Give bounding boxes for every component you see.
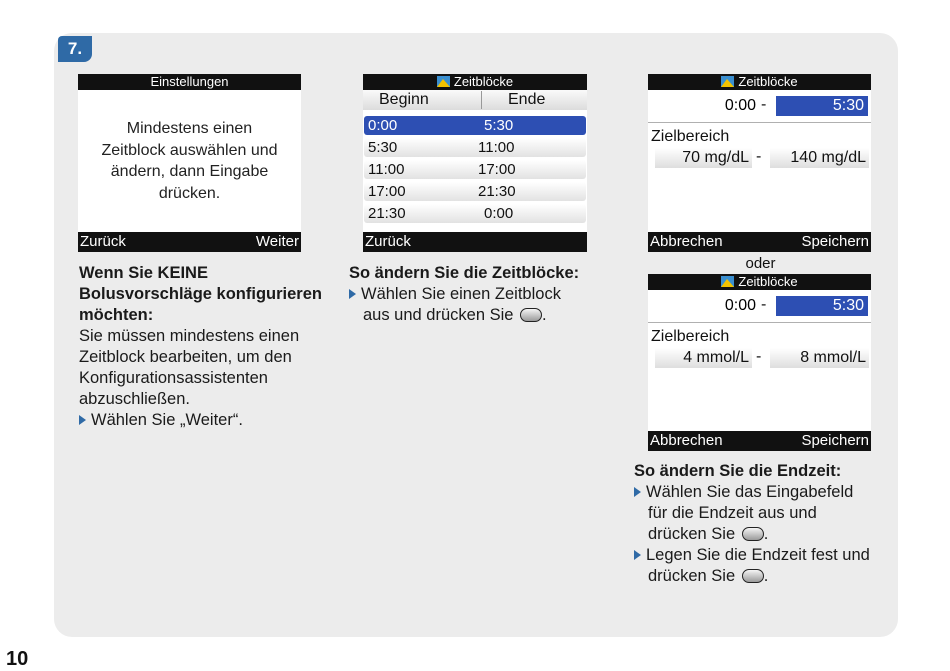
bullet-item [79, 410, 329, 431]
back-softkey[interactable]: Zurück [80, 233, 126, 250]
right-instructions [634, 461, 894, 587]
bullet-text: Wählen Sie das Eingabefeld [646, 483, 854, 501]
softkey-bar [363, 232, 587, 252]
step-badge: 7. [58, 36, 92, 62]
bullet-text: für die Endzeit aus und [648, 504, 817, 522]
time-block-edit-screen-mmol [648, 274, 871, 451]
row-end: 0:00 [484, 205, 514, 222]
target-range-label: Zielbereich [651, 328, 730, 345]
bullet-item: Wählen Sie das Eingabefeld für die Endzeit aus und drücken Sie . [634, 482, 894, 545]
target-high-field[interactable]: 140 mg/dL [770, 148, 869, 168]
start-time-field[interactable]: 0:00 [724, 297, 756, 314]
time-block-row[interactable] [364, 182, 586, 201]
row-begin: 11:00 [368, 161, 405, 178]
target-range-label: Zielbereich [651, 128, 730, 145]
time-blocks-list-screen [363, 74, 587, 252]
row-begin: 21:30 [368, 205, 406, 222]
row-end: 5:30 [484, 117, 514, 134]
time-blocks-icon [437, 76, 450, 87]
enter-button-icon [520, 308, 542, 322]
screen-title: Einstellungen [78, 74, 301, 90]
message-line: ändern, dann Eingabe [110, 163, 269, 180]
bullet-triangle-icon [79, 415, 86, 425]
end-time-field[interactable]: 5:30 [776, 296, 868, 316]
time-block-row[interactable] [364, 204, 586, 223]
enter-button-icon [742, 569, 764, 583]
time-block-row[interactable] [364, 160, 586, 179]
heading-line: Bolusvorschläge konfigurieren [79, 285, 322, 303]
page-number: 10 [6, 648, 29, 670]
cancel-softkey[interactable]: Abbrechen [650, 432, 723, 449]
screen-title [363, 74, 587, 90]
time-range-row [648, 290, 871, 323]
or-label: oder [745, 255, 776, 272]
middle-instructions [349, 263, 609, 326]
body-line: Zeitblock bearbeiten, um den [79, 348, 292, 366]
cancel-softkey[interactable]: Abbrechen [650, 233, 723, 250]
save-softkey[interactable]: Speichern [801, 233, 869, 250]
end-time-field[interactable]: 5:30 [776, 96, 868, 116]
column-header-begin: Beginn [379, 91, 429, 108]
column-divider [481, 91, 482, 109]
body-line: abzuschließen. [79, 390, 190, 408]
body-line: Konfigurationsassistenten [79, 369, 268, 387]
row-end: 11:00 [478, 139, 515, 156]
bullet-triangle-icon [349, 289, 356, 299]
body-line: Sie müssen mindestens einen [79, 327, 300, 345]
bullet-text: Wählen Sie einen Zeitblock [361, 285, 561, 303]
row-end: 21:30 [478, 183, 516, 200]
target-high-field[interactable]: 8 mmol/L [770, 348, 869, 368]
message-line: Zeitblock auswählen und [101, 141, 278, 159]
bullet-item: Wählen Sie einen Zeitblock aus und drücken Sie . [349, 284, 609, 326]
left-instructions [79, 263, 329, 431]
range-separator: - [756, 348, 762, 365]
left-heading [79, 263, 329, 326]
table-header [363, 90, 587, 110]
row-end: 17:00 [478, 161, 516, 178]
row-begin: 5:30 [368, 139, 398, 156]
message-line: Mindestens einen [126, 120, 253, 137]
range-separator: - [761, 96, 767, 113]
instruction-message [78, 118, 301, 204]
row-begin: 0:00 [368, 117, 398, 134]
enter-button-icon [742, 527, 764, 541]
right-heading: So ändern Sie die Endzeit: [634, 462, 842, 480]
screen-title [648, 274, 871, 290]
title-text: Zeitblöcke [453, 74, 514, 89]
column-header-end: Ende [508, 91, 546, 108]
time-block-row[interactable] [364, 116, 586, 135]
time-blocks-icon [721, 76, 734, 87]
bullet-triangle-icon [634, 550, 641, 560]
target-low-field[interactable]: 70 mg/dL [655, 148, 752, 168]
save-softkey[interactable]: Speichern [801, 432, 869, 449]
bullet-text: drücken Sie [648, 567, 736, 585]
heading-line: Wenn Sie KEINE [79, 264, 208, 282]
settings-screen [78, 74, 301, 252]
bullet-text: Legen Sie die Endzeit fest und [646, 546, 870, 564]
softkey-bar [78, 232, 301, 252]
title-text: Zeitblöcke [738, 274, 798, 289]
bullet-item: Legen Sie die Endzeit fest und drücken Sie . [634, 545, 894, 587]
time-block-row[interactable] [364, 138, 586, 157]
time-block-edit-screen-mgdl [648, 74, 871, 252]
heading-line: möchten: [79, 306, 154, 324]
title-text: Zeitblöcke [738, 74, 798, 89]
softkey-bar [648, 431, 871, 451]
message-line: drücken. [158, 184, 221, 202]
bullet-text: drücken Sie [648, 525, 736, 543]
screen-title [648, 74, 871, 90]
bullet-text: Wählen Sie „Weiter“. [91, 411, 243, 429]
time-blocks-icon [721, 276, 734, 287]
range-separator: - [756, 148, 762, 165]
row-begin: 17:00 [368, 183, 406, 200]
softkey-bar [648, 232, 871, 252]
time-range-row [648, 90, 871, 123]
range-separator: - [761, 296, 767, 313]
bullet-triangle-icon [634, 487, 641, 497]
next-softkey[interactable]: Weiter [255, 233, 299, 250]
target-low-field[interactable]: 4 mmol/L [655, 348, 752, 368]
start-time-field[interactable]: 0:00 [724, 97, 756, 114]
bullet-text: aus und drücken Sie [363, 306, 514, 324]
back-softkey[interactable]: Zurück [365, 233, 411, 250]
middle-heading: So ändern Sie die Zeitblöcke: [349, 264, 580, 282]
